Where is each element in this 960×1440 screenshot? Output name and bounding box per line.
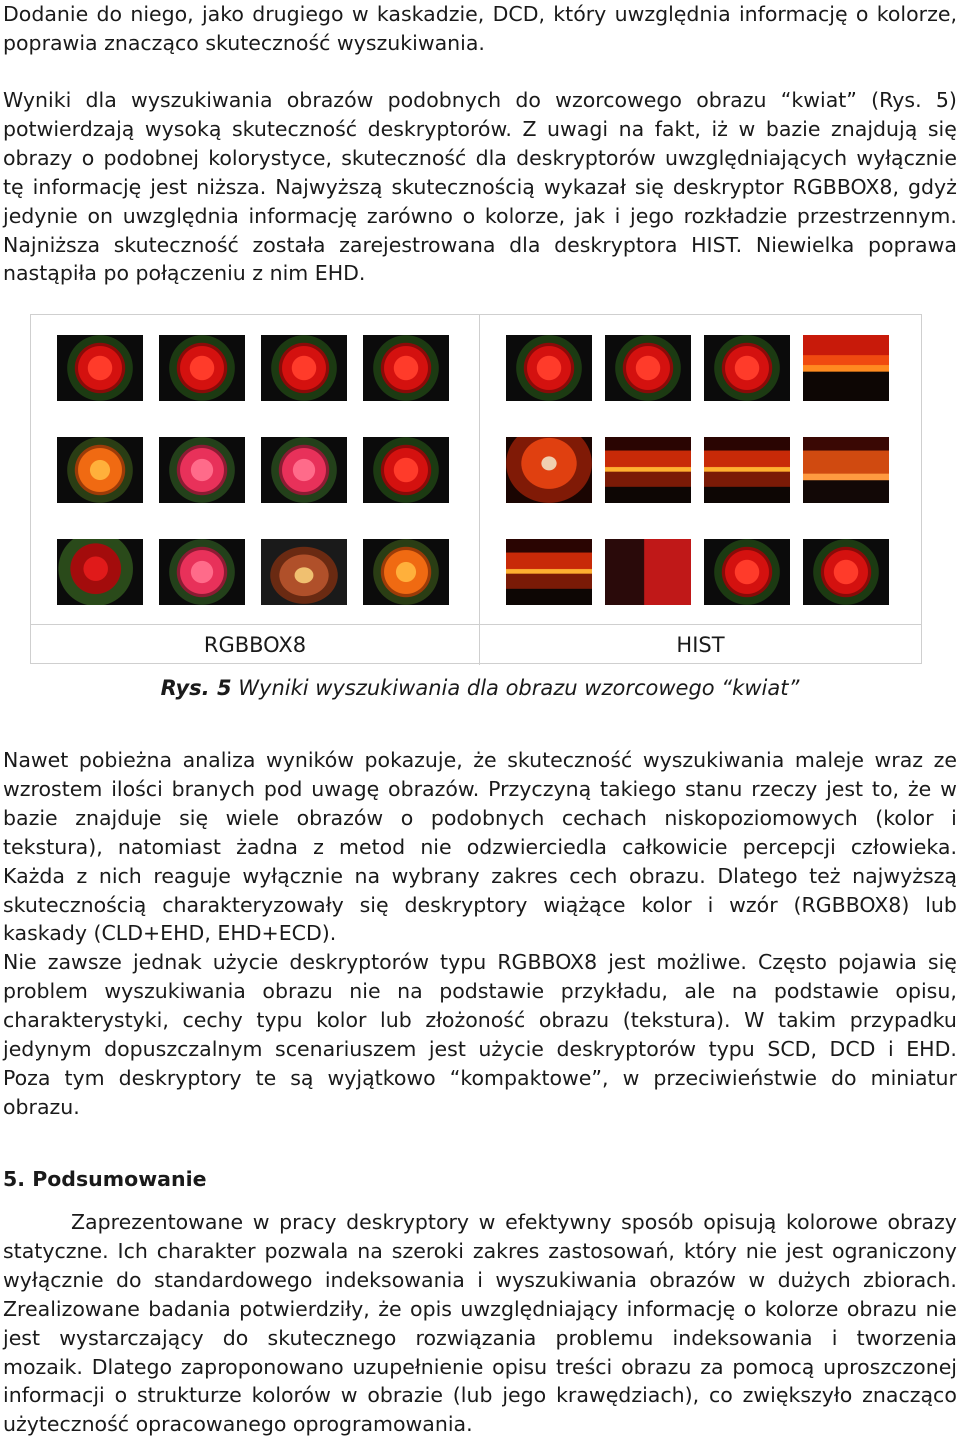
- results-figure: [30, 314, 922, 664]
- sunset-city-thumbnail: [803, 437, 889, 503]
- figure-caption-text: Wyniki wyszukiwania dla obrazu wzorcowego “kwiat”: [238, 676, 800, 700]
- text-line: Nawet pobieżna analiza wyników pokazuje, że skuteczność wyszukiwania maleje wraz ze: [3, 748, 957, 772]
- text-line: wzrostem ilości branych pod uwagę obrazów. Przyczyną takiego stanu rzeczy jest to, że w: [3, 776, 957, 801]
- text-line: Każda z nich reaguje wyłącznie na wybrany zakres cech obrazu. Dlatego też najwyższą: [3, 863, 957, 888]
- sunset-thumbnail: [803, 335, 889, 401]
- orange-rose-thumbnail: [57, 437, 143, 503]
- sunset-sea-thumbnail: [704, 437, 790, 503]
- sunset-sea-thumbnail: [506, 539, 592, 605]
- text-line: obrazy o podobnej kolorystyce, skuteczność dla deskryptorów uwzględniających wyłącznie: [3, 145, 957, 170]
- album-cover-thumbnail: [605, 539, 691, 605]
- red-rose-thumbnail: [704, 539, 790, 605]
- text-line: statyczne. Ich charakter pozwala na szeroki zakres zastosowań, który nie jest ograniczony: [3, 1238, 957, 1263]
- fruit-bowl-thumbnail: [261, 539, 347, 605]
- text-line: bazie znajduje się wiele obrazów o podobnych cechach niskopoziomowych (kolor i: [3, 805, 957, 830]
- text-line: Dodanie do niego, jako drugiego w kaskadzie, DCD, który uwzględnia informację o kolorze,: [3, 2, 957, 26]
- red-rose-thumbnail: [363, 437, 449, 503]
- text-line: użyteczność opracowanego oprogramowania.: [3, 1412, 473, 1437]
- paragraph-analysis: [3, 746, 957, 948]
- pink-rose-thumbnail: [159, 539, 245, 605]
- text-line: poprawia znacząco skuteczność wyszukiwania.: [3, 30, 485, 55]
- text-line: Nie zawsze jednak użycie deskryptorów typu RGBBOX8 jest możliwe. Często pojawia się: [3, 950, 957, 974]
- text-line: potwierdzają wysoką skuteczność deskryptorów. Z uwagi na fakt, iż w bazie znajdują się: [3, 116, 957, 141]
- paragraph-results: [3, 86, 957, 288]
- paragraph-intro: [3, 0, 957, 58]
- text-line: Zrealizowane badania potwierdziły, że opis uwzględniający informację o kolorze obrazu nie: [3, 1296, 957, 1321]
- pink-rose-thumbnail: [159, 437, 245, 503]
- red-rose-thumbnail: [506, 335, 592, 401]
- red-rose-thumbnail: [803, 539, 889, 605]
- text-line: Zaprezentowane w pracy deskryptory w efektywny sposób opisują kolorowe obrazy: [71, 1210, 957, 1234]
- text-line: tę informację jest niższa. Najwyższą skutecznością wykazał się deskryptor RGBBOX8, gdyż: [3, 174, 957, 199]
- rgbbox8-label: RGBBOX8: [31, 624, 480, 665]
- hist-results-panel: [480, 315, 921, 624]
- text-line: Wyniki dla wyszukiwania obrazów podobnych do wzorcowego obrazu “kwiat” (Rys. 5): [3, 88, 957, 112]
- figure-number: Rys. 5: [160, 676, 232, 700]
- red-rose-thumbnail: [704, 335, 790, 401]
- dark-red-rose-thumbnail: [57, 539, 143, 605]
- fire-portrait-thumbnail: [506, 437, 592, 503]
- text-line: jedynym dopuszczalnym scenariuszem jest użycie deskryptorów typu SCD, DCD i EHD.: [3, 1036, 957, 1061]
- red-rose-thumbnail: [605, 335, 691, 401]
- text-line: jest wystarczający do skutecznego rozwiązania problemu indeksowania i tworzenia: [3, 1325, 957, 1350]
- paragraph-limitations: [3, 948, 957, 1121]
- text-line: jedynie on uwzględnia informację zarówno o kolorze, jak i jego rozkładzie przestrzennym.: [3, 203, 957, 228]
- section-heading: 5. Podsumowanie: [3, 1167, 207, 1191]
- red-rose-thumbnail: [159, 335, 245, 401]
- text-line: Poza tym deskryptory te są wyjątkowo “kompaktowe”, w przeciwieństwie do miniatur: [3, 1065, 957, 1090]
- red-rose-thumbnail: [57, 335, 143, 401]
- text-line: skutecznością charakteryzowały się deskryptory wiążące kolor i wzór (RGBBOX8) lub: [3, 892, 957, 917]
- text-line: obrazu.: [3, 1094, 80, 1119]
- hist-label: HIST: [480, 624, 921, 665]
- text-line: nastąpiła po połączeniu z nim EHD.: [3, 261, 366, 286]
- text-line: problem wyszukiwania obrazu nie na podstawie przykładu, ale na podstawie opisu,: [3, 978, 957, 1003]
- text-line: charakterystyki, cechy typu kolor lub złożoność obrazu (tekstura). W takim przypadku: [3, 1007, 957, 1032]
- text-line: mozaik. Dlatego zaproponowano uzupełnienie opisu treści obrazu za pomocą uproszczonej: [3, 1354, 957, 1379]
- text-line: Najniższa skuteczność została zarejestrowana dla deskryptora HIST. Niewielka poprawa: [3, 232, 957, 257]
- text-line: informacji o strukturze kolorów w obrazie (lub jego krawędziach), co zwiększyło znacząco: [3, 1383, 957, 1408]
- red-rose-thumbnail: [261, 335, 347, 401]
- pink-rose-thumbnail: [261, 437, 347, 503]
- text-line: wyłącznie do standardowego indeksowania i wyszukiwania obrazów w dużych zbiorach.: [3, 1267, 957, 1292]
- figure-caption: [0, 676, 960, 700]
- paragraph-summary: [3, 1208, 957, 1439]
- rgbbox8-results-panel: [31, 315, 480, 624]
- sunset-sea-thumbnail: [605, 437, 691, 503]
- text-line: kaskady (CLD+EHD, EHD+ECD).: [3, 921, 337, 946]
- red-rose-thumbnail: [363, 335, 449, 401]
- text-line: tekstura), natomiast żadna z metod nie odzwierciedla całkowicie percepcji człowieka.: [3, 834, 957, 859]
- orange-rose-thumbnail: [363, 539, 449, 605]
